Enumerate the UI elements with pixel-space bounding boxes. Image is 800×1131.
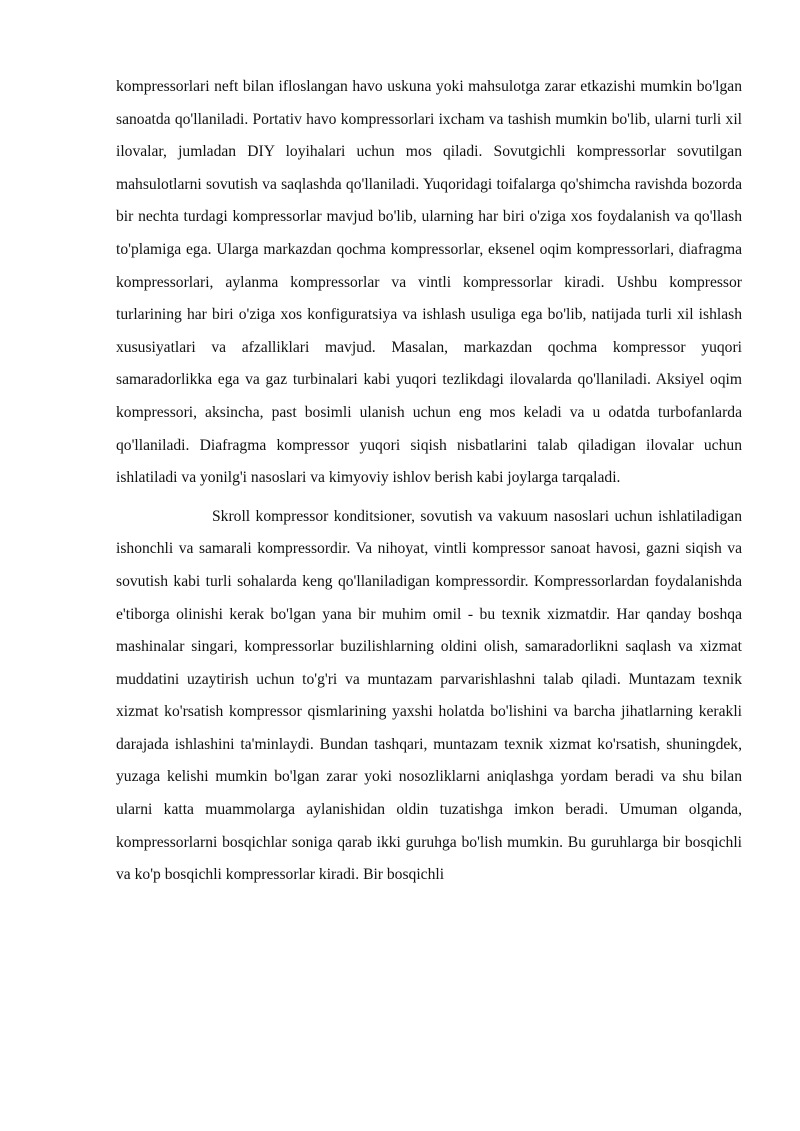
paragraph-2: Skroll kompressor konditsioner, sovutish va vakuum nasoslari uchun ishlatiladigan ishonchli va samarali kompressordir. Va nihoyat, vintli kompressor sanoat havosi, gazni siqish va sovutish kabi turli sohalarda keng qo'llaniladigan kompressordir. Kompressorlardan foydalanishda e'tiborga olinishi kerak bo'lgan yana bir muhim omil - bu texnik xizmatdir. Har qanday boshqa mashinalar singari, kompressorlar buzilishlarning oldini olish, samaradorlikni saqlash va xizmat muddatini uzaytirish uchun to'g'ri va muntazam parvarishlashni talab qiladi. Muntazam texnik xizmat ko'rsatish kompressor qismlarining yaxshi holatda bo'lishini va barcha jihatlarning kerakli darajada ishlashini ta'minlaydi. Bundan tashqari, muntazam texnik xizmat ko'rsatish, shuningdek, yuzaga kelishi mumkin bo'lgan zarar yoki nosozliklarni aniqlashga yordam beradi va shu bilan ularni katta muammolarga aylanishidan oldin tuzatishga imkon beradi. Umuman olganda, kompressorlarni bosqichlar soniga qarab ikki guruhga bo'lish mumkin. Bu guruhlarga bir bosqichli va ko'p bosqichli kompressorlar kiradi. Bir bosqichli bbox=[116, 507, 742, 884]
document-page bbox=[116, 71, 742, 892]
paragraph-1: kompressorlari neft bilan ifloslangan havo uskuna yoki mahsulotga zarar etkazishi mumkin bo'lgan sanoatda qo'llaniladi. Portativ havo kompressorlari ixcham va tashish mumkin bo'lib, ularni turli xil ilovalar, jumladan DIY loyihalari uchun mos qiladi. Sovutgichli kompressorlar sovutilgan mahsulotlarni sovutish va saqlashda qo'llaniladi. Yuqoridagi toifalarga qo'shimcha ravishda bozorda bir nechta turdagi kompressorlar mavjud bo'lib, ularning har biri o'ziga xos foydalanish va qo'llash to'plamiga ega. Ularga markazdan qochma kompressorlar, eksenel oqim kompressorlari, diafragma kompressorlari, aylanma kompressorlar va vintli kompressorlar kiradi. Ushbu kompressor turlarining har biri o'ziga xos konfiguratsiya va ishlash usuliga ega bo'lib, natijada turli xil ishlash xususiyatlari va afzalliklari mavjud. Masalan, markazdan qochma kompressor yuqori samaradorlikka ega va gaz turbinalari kabi yuqori tezlikdagi ilovalarda qo'llaniladi. Aksiyel oqim kompressori, aksincha, past bosimli ulanish uchun eng mos keladi va u odatda turbofanlarda qo'llaniladi. Diafragma kompressor yuqori siqish nisbatlarini talab qiladigan ilovalar uchun ishlatiladi va yonilg'i nasoslari va kimyoviy ishlov berish kabi joylarga tarqaladi. bbox=[116, 78, 742, 487]
